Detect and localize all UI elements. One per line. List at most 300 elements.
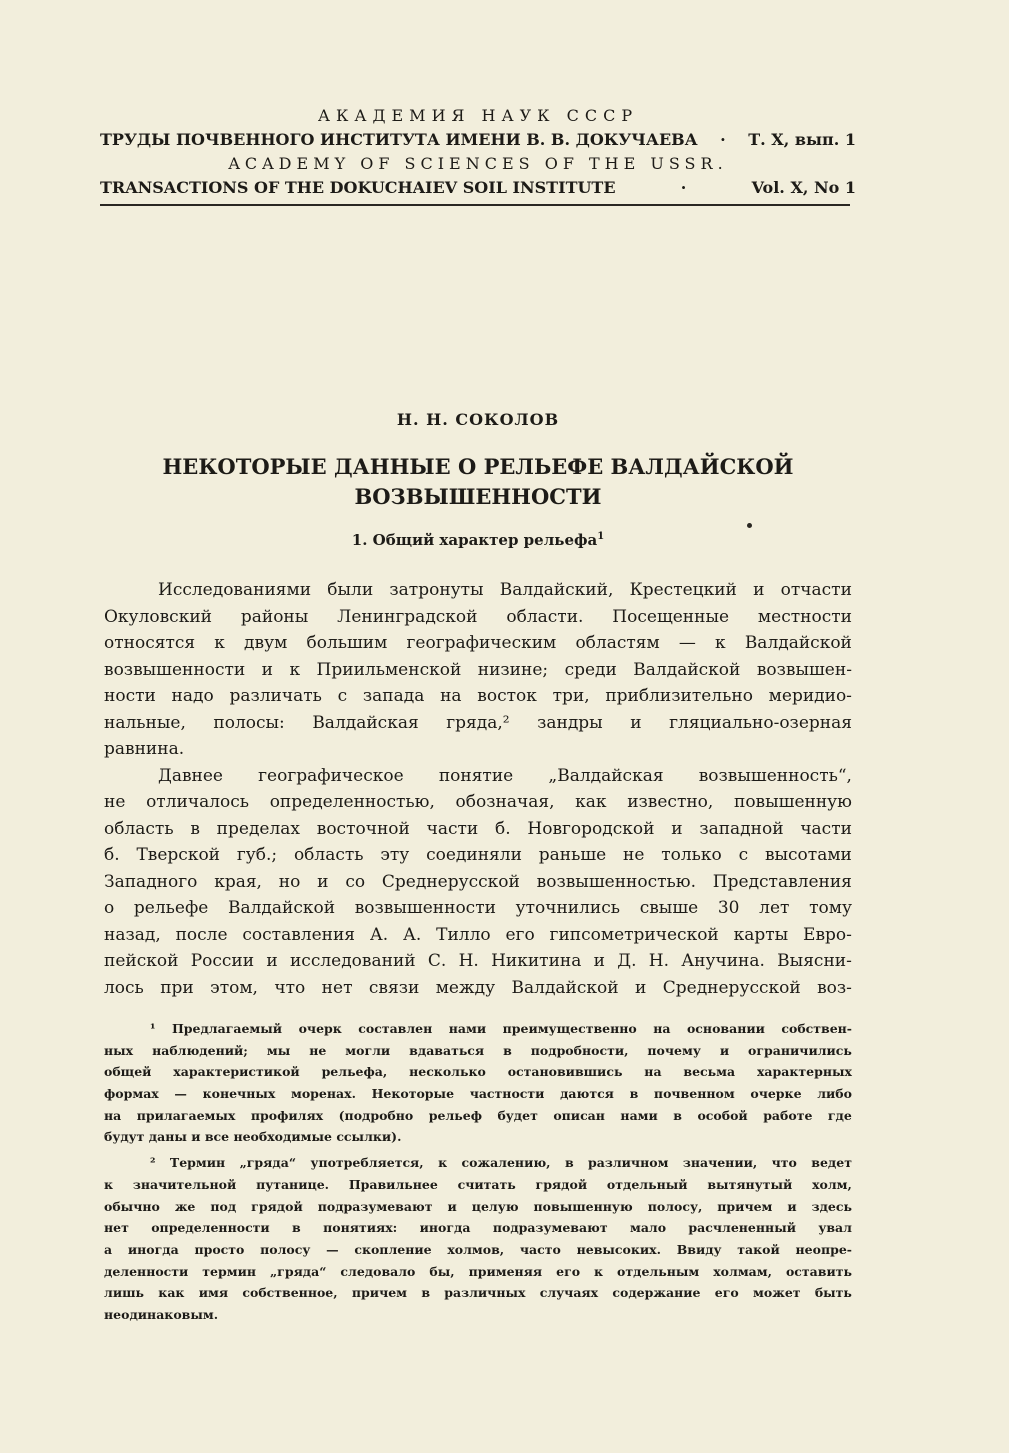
word: ограничились <box>748 1042 852 1058</box>
word: местности <box>757 606 852 627</box>
word: к <box>214 633 225 653</box>
word: при <box>160 977 194 998</box>
word: применяя <box>468 1263 543 1279</box>
text-line <box>104 816 852 843</box>
word: нет <box>321 977 353 998</box>
word: относятся <box>104 633 196 653</box>
word: понятиях: <box>323 1220 398 1236</box>
word: как <box>575 792 607 812</box>
word: географическое <box>258 765 404 786</box>
text-line <box>104 710 852 737</box>
word: соединяли <box>426 845 522 865</box>
word: мы <box>266 1042 291 1058</box>
word: составлен <box>358 1021 433 1036</box>
word: сожалению, <box>461 1155 551 1171</box>
word: подробности, <box>530 1042 629 1058</box>
word: губ.; <box>236 845 278 865</box>
word: Термин <box>169 1155 226 1171</box>
word: грядой <box>535 1176 588 1192</box>
word: и <box>719 1042 730 1058</box>
word: и <box>630 712 642 733</box>
word: Валдайской <box>228 898 336 918</box>
text-line <box>104 630 852 657</box>
word: путанице. <box>256 1176 330 1192</box>
text-line <box>104 763 852 790</box>
word: и <box>787 1198 797 1214</box>
word: часто <box>519 1241 561 1257</box>
word: нальные, <box>104 712 186 733</box>
word: Анучина. <box>681 951 765 971</box>
word: — <box>174 1086 187 1102</box>
word: определенности <box>151 1220 270 1236</box>
word: частности <box>469 1086 545 1102</box>
text-line <box>104 869 852 896</box>
word: рельефа, <box>321 1064 388 1080</box>
word: связи <box>368 977 420 998</box>
word: возвышенностью. <box>536 871 696 892</box>
text-line <box>104 842 852 869</box>
word: не <box>104 792 126 812</box>
word: особой <box>697 1107 748 1123</box>
text-line <box>104 1018 852 1040</box>
text-line <box>104 1282 852 1304</box>
text-line: будут даны и все необходимые ссылки). <box>104 1129 402 1145</box>
word: скопление <box>354 1241 432 1257</box>
word: (подробно <box>338 1107 414 1123</box>
article-title <box>100 452 856 512</box>
word: России <box>190 951 255 971</box>
word: и <box>447 1198 457 1214</box>
word: мало <box>629 1220 667 1236</box>
word: составления <box>242 924 356 945</box>
word: части <box>426 818 479 839</box>
word: общей <box>104 1064 152 1080</box>
word: в <box>564 1155 574 1171</box>
word: к <box>104 1176 114 1192</box>
word: Тилло <box>436 924 491 945</box>
word: может <box>753 1285 801 1301</box>
word: почвенном <box>653 1086 735 1102</box>
word: остановившись <box>507 1064 623 1080</box>
word: иногда <box>127 1241 179 1257</box>
word: свыше <box>639 898 699 918</box>
word: его <box>556 1263 581 1279</box>
word: бы, <box>429 1263 455 1279</box>
word: обычно <box>104 1198 160 1214</box>
word: область <box>293 845 364 865</box>
word: собственное, <box>242 1285 338 1301</box>
word: были <box>327 580 374 600</box>
word: Давнее <box>158 765 223 786</box>
word: профилях <box>250 1107 324 1123</box>
word: двум <box>244 633 288 653</box>
word: — <box>326 1241 339 1257</box>
text-line <box>104 975 852 1002</box>
word: гляциально-озерная <box>669 712 852 733</box>
word: среди <box>564 659 617 680</box>
word: Валдайской <box>744 633 852 653</box>
text-line <box>104 1152 852 1174</box>
section-heading-text: 1. Общий характер рельефа <box>351 531 598 549</box>
word: термин <box>202 1263 257 1279</box>
word: Евро- <box>803 924 852 945</box>
word: работе <box>763 1107 813 1123</box>
word: здесь <box>811 1198 852 1214</box>
word: со <box>345 871 366 892</box>
word: не <box>309 1042 327 1058</box>
word: Приильменской <box>316 659 462 680</box>
word: между <box>435 977 496 998</box>
word: невысоких. <box>576 1241 661 1257</box>
word: ных <box>104 1042 134 1058</box>
word: на <box>440 686 462 706</box>
word: Валдайский, <box>499 580 614 600</box>
word: области. <box>506 606 584 627</box>
word: основании <box>686 1021 765 1036</box>
word: вдаваться <box>409 1042 485 1058</box>
article-title-line: ВОЗВЫШЕННОСТИ <box>354 484 602 509</box>
word: будет <box>497 1107 538 1123</box>
word: наблюдений; <box>152 1042 248 1058</box>
word: Валдайская <box>312 712 419 733</box>
word: где <box>827 1107 852 1123</box>
word: не <box>623 845 645 865</box>
word: Никитина <box>491 951 582 971</box>
word: лось <box>104 977 144 998</box>
word: Правильнее <box>348 1176 438 1192</box>
word: уточнились <box>515 898 621 918</box>
word: отдельный <box>606 1176 688 1192</box>
word: Предлагаемый <box>171 1021 283 1036</box>
header-transactions-en-title: TRANSACTIONS OF THE DOKUCHAIEV SOIL INSTITUTE <box>100 178 616 197</box>
word: Н. <box>648 951 669 971</box>
word: и <box>317 871 329 892</box>
word: большим <box>306 633 388 653</box>
word: в <box>190 818 200 839</box>
header-academy-ru: АКАДЕМИЯ НАУК СССР <box>317 106 639 125</box>
word: холмов, <box>447 1241 505 1257</box>
text-line <box>104 1217 852 1239</box>
word: формах <box>104 1086 159 1102</box>
word: преимущественно <box>502 1021 637 1036</box>
header-rule <box>100 204 850 206</box>
word: исследований <box>289 951 416 971</box>
word: на <box>644 1064 662 1080</box>
word: и <box>671 818 683 839</box>
word: с <box>738 845 749 865</box>
word: но <box>278 871 301 892</box>
word: о <box>104 898 115 918</box>
word: районы <box>240 606 309 627</box>
word: Ввиду <box>676 1241 722 1257</box>
text-line <box>104 1261 852 1283</box>
word: лет <box>759 898 790 918</box>
text-line <box>104 1083 852 1105</box>
header-volume-en: Vol. X, No 1 <box>751 178 856 197</box>
journal-header <box>100 104 856 200</box>
word: нет <box>104 1220 129 1236</box>
article-title-line: НЕКОТОРЫЕ ДАННЫЕ О РЕЛЬЕФЕ ВАЛДАЙСКОЙ <box>162 454 794 479</box>
word: запада <box>362 686 425 706</box>
word: полосы: <box>213 712 285 733</box>
section-heading <box>100 531 856 549</box>
word: отдельным <box>617 1263 700 1279</box>
word: 30 <box>717 898 740 918</box>
word: зандры <box>537 712 603 733</box>
text-line <box>104 789 852 816</box>
word: Посещенные <box>612 606 730 627</box>
article-author: Н. Н. СОКОЛОВ <box>396 410 560 429</box>
word: характерных <box>756 1064 852 1080</box>
word: в <box>421 1285 430 1301</box>
word: следовало <box>340 1263 416 1279</box>
word: его <box>714 1285 739 1301</box>
word: отчасти <box>780 580 852 600</box>
word: подразумевают <box>492 1220 608 1236</box>
header-transactions-ru <box>100 128 856 152</box>
word: понятие <box>438 765 514 786</box>
word: — <box>678 633 696 653</box>
word: назад, <box>104 924 161 945</box>
text-line <box>104 948 852 975</box>
word: определенностью, <box>269 792 435 812</box>
word: к <box>289 659 301 680</box>
word: к <box>715 633 726 653</box>
word: гряда,² <box>446 712 510 733</box>
header-separator: · <box>680 178 687 197</box>
word: в <box>629 1086 639 1102</box>
word: различных <box>444 1285 526 1301</box>
word: б. <box>104 845 120 865</box>
word: холмам, <box>713 1263 772 1279</box>
word: причем <box>717 1198 773 1214</box>
text-line <box>104 922 852 949</box>
word: воз- <box>817 977 852 998</box>
word: и <box>635 977 647 998</box>
word: область <box>104 818 174 839</box>
word: различать <box>229 686 322 706</box>
stray-mark <box>747 523 752 528</box>
word: очерк <box>298 1021 342 1036</box>
word: Западного <box>104 871 198 892</box>
text-line: равнина. <box>104 739 185 759</box>
word: Новгородской <box>527 818 655 839</box>
word: Д. <box>617 951 637 971</box>
text-line <box>104 657 852 684</box>
word: высотами <box>764 845 852 865</box>
body-text <box>104 577 852 1001</box>
word: с <box>337 686 348 706</box>
word: Выясни- <box>777 951 852 971</box>
word: раньше <box>538 845 607 865</box>
word: моренах. <box>290 1086 356 1102</box>
word: собствен- <box>781 1021 852 1036</box>
word: весьма <box>683 1064 736 1080</box>
word: Некоторые <box>371 1086 455 1102</box>
word: края, <box>214 871 262 892</box>
word: прилагаемых <box>136 1107 236 1123</box>
word: просто <box>194 1241 245 1257</box>
word: этом, <box>210 977 258 998</box>
text-line <box>104 1061 852 1083</box>
word: Среднерусской <box>381 871 520 892</box>
word: быть <box>814 1285 852 1301</box>
word: „гряда“ <box>239 1155 297 1171</box>
word: рельеф <box>428 1107 482 1123</box>
header-transactions-ru-title: ТРУДЫ ПОЧВЕННОГО ИНСТИТУТА ИМЕНИ В. В. ДОКУЧАЕВА <box>100 130 698 149</box>
word: Валдайской <box>633 659 741 680</box>
word: грядой <box>251 1198 303 1214</box>
word: различном <box>588 1155 669 1171</box>
header-academy-en: ACADEMY OF SCIENCES OF THE USSR. <box>228 154 728 173</box>
word: Ленинградской <box>337 606 478 627</box>
word: части <box>800 818 852 839</box>
text-line <box>104 683 852 710</box>
word: Валдайской <box>511 977 619 998</box>
word: подразумевают <box>317 1198 433 1214</box>
word: после <box>175 924 228 945</box>
word: карты <box>733 924 789 945</box>
word: повышенную <box>533 1198 633 1214</box>
text-line <box>104 1196 852 1218</box>
text-line <box>104 1105 852 1127</box>
word: тому <box>809 898 852 918</box>
text-line <box>104 1040 852 1062</box>
word: Среднерусской <box>662 977 801 998</box>
word: нами <box>620 1107 658 1123</box>
word: даются <box>560 1086 614 1102</box>
word: либо <box>817 1086 852 1102</box>
text-line <box>104 1174 852 1196</box>
word: ности <box>104 686 156 706</box>
word: на <box>104 1107 122 1123</box>
word: неопре- <box>795 1241 852 1257</box>
word: что <box>274 977 306 998</box>
word: А. <box>403 924 422 945</box>
word: несколько <box>409 1064 486 1080</box>
word: значении, <box>682 1155 758 1171</box>
word: восточной <box>316 818 410 839</box>
word: С. <box>427 951 447 971</box>
word: возвышен- <box>756 659 852 680</box>
word: в <box>503 1042 512 1058</box>
word: три, <box>552 686 590 706</box>
word: низине; <box>477 659 549 680</box>
text-line: неодинаковым. <box>104 1306 219 1322</box>
word: А. <box>369 924 389 945</box>
word: Тверской <box>136 845 221 865</box>
word: Исследованиями <box>158 580 312 600</box>
word: западной <box>699 818 784 839</box>
word: конечных <box>202 1086 276 1102</box>
word: и <box>266 951 278 971</box>
word: пределах <box>216 818 300 839</box>
word: случаях <box>539 1285 599 1301</box>
word: и <box>753 580 765 600</box>
word: областям <box>575 633 660 653</box>
header-transactions-en <box>100 176 856 200</box>
word: как <box>158 1285 185 1301</box>
word: возвышенности <box>104 659 246 680</box>
word: считать <box>457 1176 516 1192</box>
word: полосу <box>260 1241 311 1257</box>
word: приблизительно <box>605 686 753 706</box>
word: целую <box>471 1198 519 1214</box>
word: Крестецкий <box>629 580 737 600</box>
text-line <box>104 604 852 631</box>
word: холм, <box>812 1176 852 1192</box>
header-separator: · <box>720 130 726 149</box>
word: „гряда“ <box>269 1263 327 1279</box>
word: пейской <box>104 951 179 971</box>
word: расчлененный <box>688 1220 796 1236</box>
word: возвышенности <box>354 898 496 918</box>
word: описан <box>553 1107 605 1123</box>
word: возвышенность“, <box>698 765 852 786</box>
word: нами <box>448 1021 487 1036</box>
text-line <box>104 1239 852 1261</box>
word: полосу, <box>647 1198 703 1214</box>
word: Представления <box>712 871 852 892</box>
header-volume-ru: Т. X, вып. 1 <box>748 130 856 149</box>
word: „Валдайская <box>548 765 664 786</box>
word: оставить <box>785 1263 852 1279</box>
word: употребляется, <box>310 1155 424 1171</box>
word: восток <box>477 686 537 706</box>
text-line <box>104 577 852 604</box>
word: эту <box>380 845 410 865</box>
word: повышенную <box>733 792 852 812</box>
word: очерке <box>750 1086 802 1102</box>
word: характеристикой <box>173 1064 300 1080</box>
word: Окуловский <box>104 606 212 627</box>
word: такой <box>737 1241 780 1257</box>
footnotes <box>104 1018 852 1326</box>
word: под <box>210 1198 237 1214</box>
word: и <box>593 951 605 971</box>
word: а <box>104 1241 113 1257</box>
word: в <box>673 1107 682 1123</box>
word: гипсометрической <box>549 924 719 945</box>
word: увал <box>818 1220 852 1236</box>
word: ¹ <box>150 1021 156 1036</box>
word: Н. <box>458 951 479 971</box>
word: значительной <box>132 1176 237 1192</box>
word: затронуты <box>389 580 484 600</box>
word: могли <box>345 1042 391 1058</box>
word: лишь <box>104 1285 145 1301</box>
word: отличалось <box>146 792 250 812</box>
word: в <box>292 1220 301 1236</box>
word: географическим <box>406 633 557 653</box>
word: почему <box>647 1042 701 1058</box>
word: надо <box>171 686 214 706</box>
text-line <box>104 895 852 922</box>
word: содержание <box>612 1285 701 1301</box>
word: известно, <box>627 792 714 812</box>
word: вытянутый <box>707 1176 793 1192</box>
word: его <box>505 924 535 945</box>
footnote-ref: 1 <box>597 531 605 542</box>
word: имя <box>198 1285 229 1301</box>
word: на <box>653 1021 671 1036</box>
word: б. <box>495 818 511 839</box>
word: что <box>771 1155 797 1171</box>
word: к <box>438 1155 448 1171</box>
word: ² <box>150 1155 156 1171</box>
word: к <box>594 1263 604 1279</box>
word: и <box>261 659 273 680</box>
